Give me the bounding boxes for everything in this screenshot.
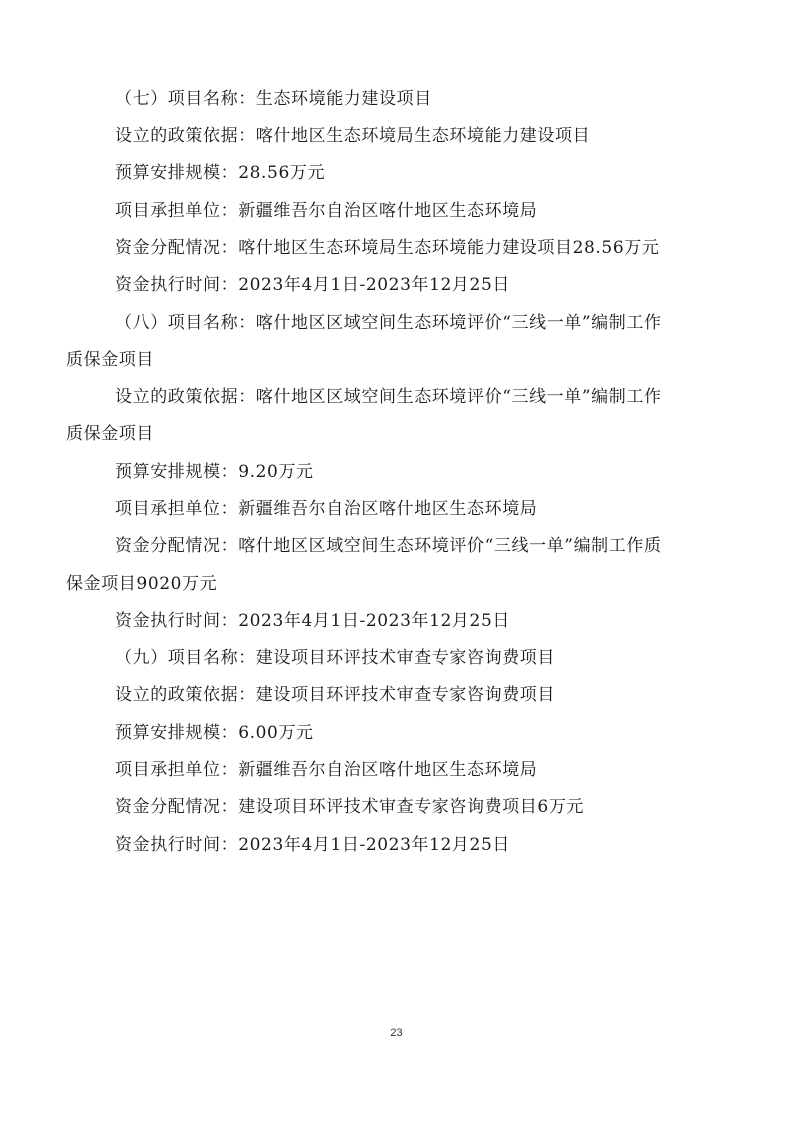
section-7-title: （七）项目名称：生态环境能力建设项目: [115, 89, 432, 109]
section-9-responsible-unit: 项目承担单位：新疆维吾尔自治区喀什地区生态环境局: [115, 760, 538, 780]
section-7-budget: 预算安排规模：28.56万元: [115, 163, 326, 183]
section-9-execution-time: 资金执行时间：2023年4月1日-2023年12月25日: [115, 835, 510, 855]
section-8-responsible-unit: 项目承担单位：新疆维吾尔自治区喀什地区生态环境局: [115, 499, 538, 519]
section-8-execution-time: 资金执行时间：2023年4月1日-2023年12月25日: [115, 611, 510, 631]
section-8-budget: 预算安排规模：9.20万元: [115, 462, 314, 482]
section-7-policy-basis: 设立的政策依据：喀什地区生态环境局生态环境能力建设项目: [115, 126, 591, 146]
section-8-fund-allocation: 资金分配情况：喀什地区区域空间生态环境评价“三线一单”编制工作质: [115, 536, 662, 556]
section-7-fund-allocation: 资金分配情况：喀什地区生态环境局生态环境能力建设项目28.56万元: [115, 238, 660, 258]
section-8-title-continued: 质保金项目: [66, 350, 154, 370]
section-7-responsible-unit: 项目承担单位：新疆维吾尔自治区喀什地区生态环境局: [115, 201, 538, 221]
section-7-execution-time: 资金执行时间：2023年4月1日-2023年12月25日: [115, 275, 510, 295]
section-8-fund-allocation-continued: 保金项目9020万元: [66, 574, 218, 594]
section-8-title: （八）项目名称：喀什地区区域空间生态环境评价“三线一单”编制工作: [115, 313, 662, 333]
section-9-fund-allocation: 资金分配情况：建设项目环评技术审查专家咨询费项目6万元: [115, 797, 585, 817]
section-9-budget: 预算安排规模：6.00万元: [115, 723, 314, 743]
section-9-title: （九）项目名称：建设项目环评技术审查专家咨询费项目: [115, 648, 555, 668]
page-number: 23: [390, 1027, 403, 1039]
section-9-policy-basis: 设立的政策依据：建设项目环评技术审查专家咨询费项目: [115, 685, 555, 705]
section-8-policy-basis: 设立的政策依据：喀什地区区域空间生态环境评价“三线一单”编制工作: [115, 387, 662, 407]
section-8-policy-basis-continued: 质保金项目: [66, 424, 154, 444]
